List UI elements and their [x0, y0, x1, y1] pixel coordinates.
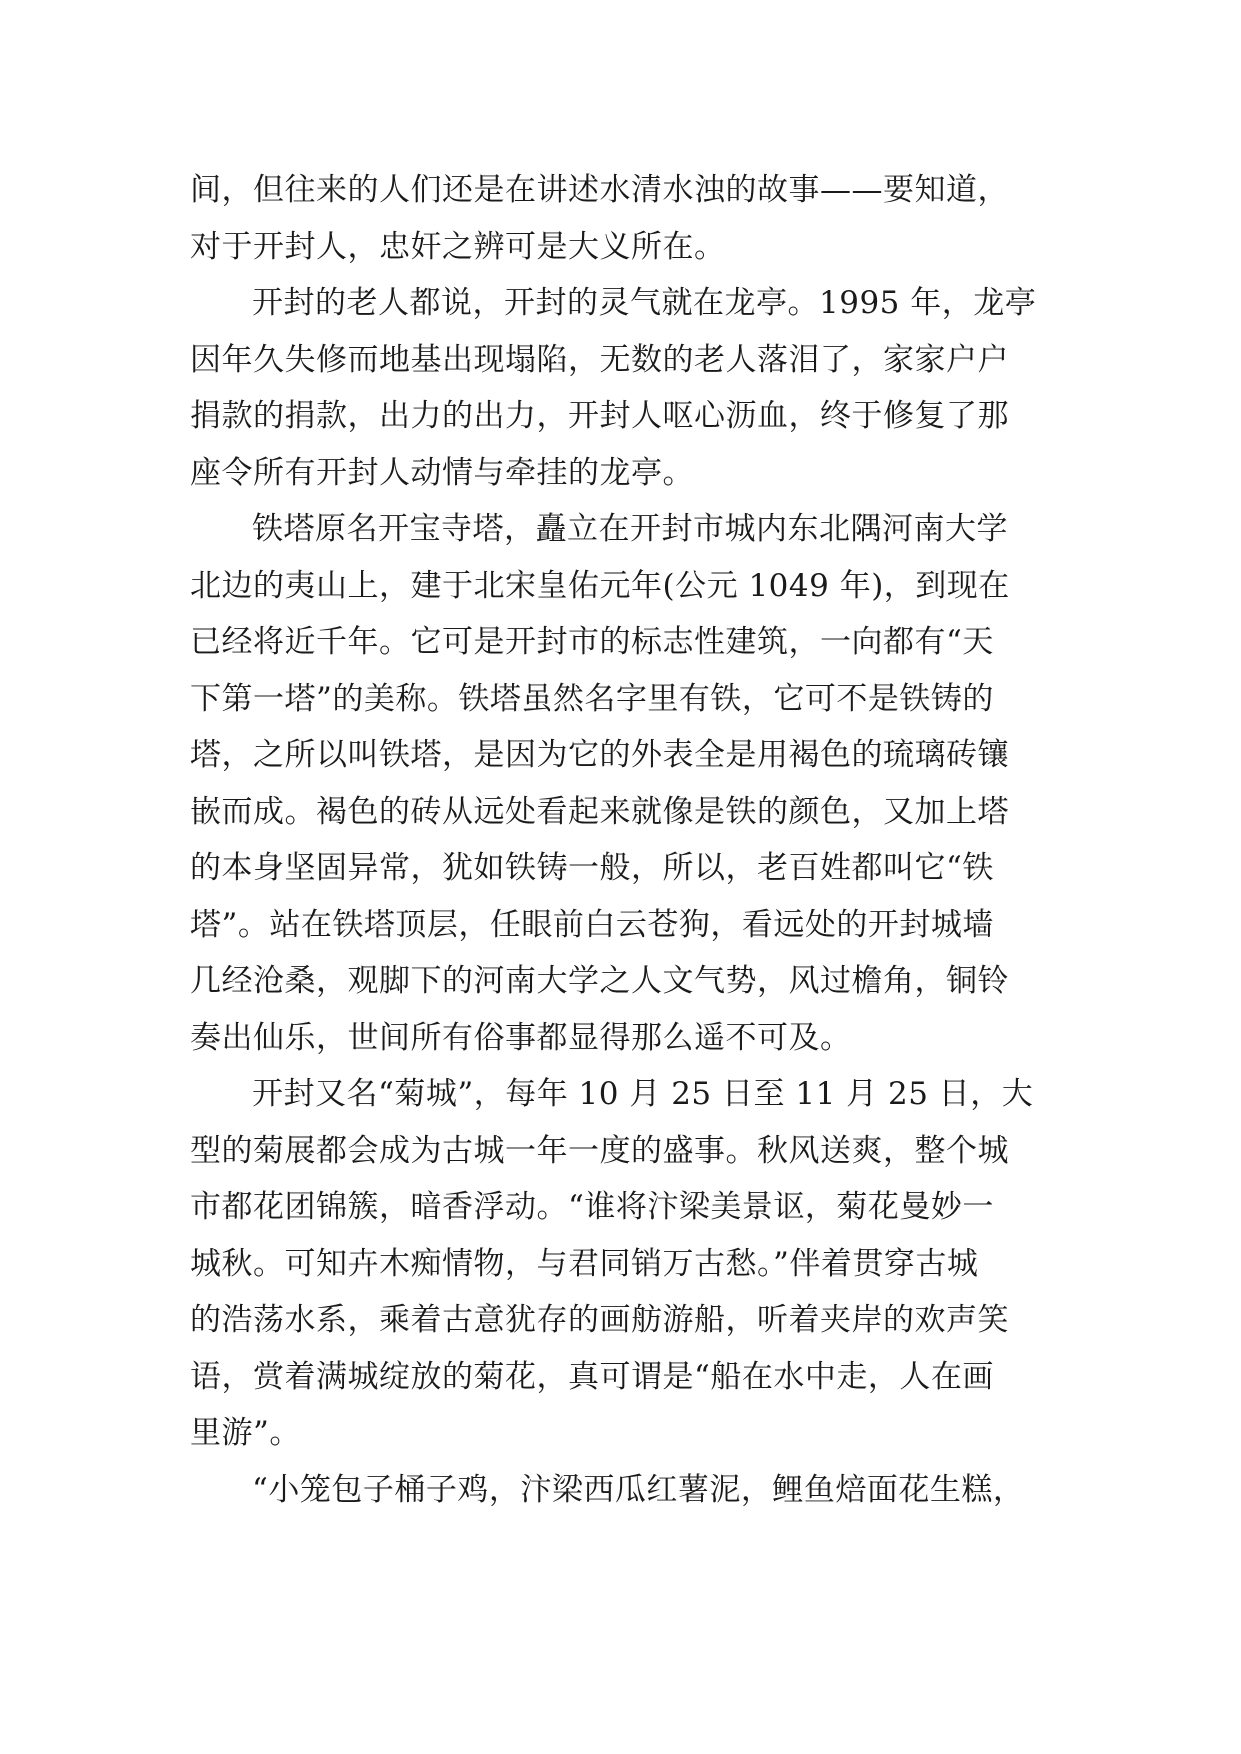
text-line: 间，但往来的人们还是在讲述水清水浊的故事——要知道，: [190, 172, 1009, 208]
text-line: 已经将近千年。它可是开封市的标志性建筑，一向都有“天: [190, 624, 994, 660]
text-line: 型的菊展都会成为古城一年一度的盛事。秋风送爽，整个城: [190, 1132, 1009, 1169]
text-line: 座令所有开封人动情与牵挂的龙亭。: [190, 454, 694, 491]
text-line: 的浩荡水系，乘着古意犹存的画舫游船，听着夹岸的欢声笑: [190, 1302, 1009, 1338]
paragraph-first-line: 开封的老人都说，开封的灵气就在龙亭。1995 年，龙亭: [252, 285, 1037, 321]
text-line: 几经沧桑，观脚下的河南大学之人文气势，风过檐角，铜铃: [190, 963, 1009, 999]
text-line: 下第一塔”的美称。铁塔虽然名字里有铁，它可不是铁铸的: [190, 680, 994, 717]
text-line: 嵌而成。褐色的砖从远处看起来就像是铁的颜色，又加上塔: [190, 793, 1009, 830]
text-line: 市都花团锦簇，暗香浮动。“谁将汴梁美景讴，菊花曼妙一: [190, 1189, 994, 1225]
text-line: 塔”。站在铁塔顶层，任眼前白云苍狗，看远处的开封城墙: [190, 906, 994, 943]
paragraph-first-line: “小笼包子桶子鸡，汴梁西瓜红薯泥，鲤鱼焙面花生糕，: [252, 1471, 1025, 1508]
text-line: 城秋。可知卉木痴情物，与君同销万古愁。”伴着贯穿古城: [190, 1245, 979, 1282]
text-line: 里游”。: [190, 1415, 301, 1451]
text-line: 对于开封人，忠奸之辨可是大义所在。: [190, 228, 726, 265]
text-line: 的本身坚固异常，犹如铁铸一般，所以，老百姓都叫它“铁: [190, 850, 994, 886]
text-line: 捐款的捐款，出力的出力，开封人呕心沥血，终于修复了那: [190, 398, 1009, 434]
paragraph-first-line: 开封又名“菊城”，每年 10 月 25 日至 11 月 25 日，大: [252, 1076, 1034, 1112]
text-line: 语，赏着满城绽放的菊花，真可谓是“船在水中走，人在画: [190, 1358, 994, 1395]
text-line: 北边的夷山上，建于北宋皇佑元年(公元 1049 年)，到现在: [190, 567, 1010, 604]
body-text: [190, 162, 1060, 1518]
text-line: 塔，之所以叫铁塔，是因为它的外表全是用褐色的琉璃砖镶: [190, 737, 1009, 773]
text-line: 因年久失修而地基出现塌陷，无数的老人落泪了，家家户户: [190, 341, 1009, 378]
paragraph-first-line: 铁塔原名开宝寺塔，矗立在开封市城内东北隅河南大学: [252, 511, 1008, 547]
text-line: 奏出仙乐，世间所有俗事都显得那么遥不可及。: [190, 1019, 852, 1056]
